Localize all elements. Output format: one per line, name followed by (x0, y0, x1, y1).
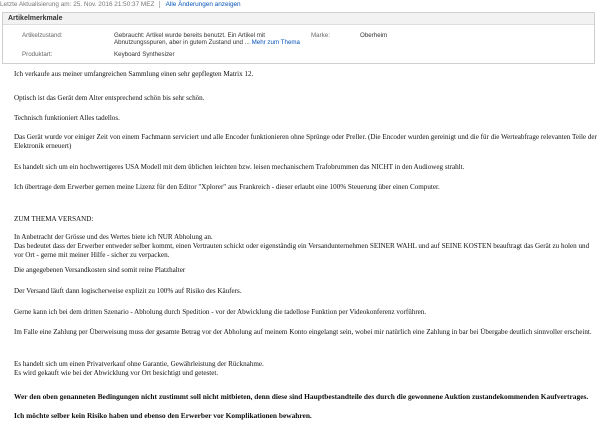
description-paragraph: Es wird gekauft wie bei der Abwicklung vor Ort besichtigt und getestet. (14, 369, 219, 377)
description-paragraph: Das bedeutet dass der Erwerber entweder selber kommt, einen Vertrauten schickt oder eigenständig ein Versandunternehmen SEINER WAHL und auf SEINE KOSTEN beauftragt das Gerät zu holen und vor Ort - gerne mit meiner Hilfe - sicher zu verpacken. (14, 242, 590, 259)
condition-label: Artikelzustand: (22, 32, 63, 39)
more-info-link[interactable]: Mehr zum Thema (251, 39, 300, 47)
brand-value: Oberheim (360, 32, 388, 39)
product-type-value: Keyboard Synthesizer (114, 51, 175, 58)
condition-line-2: Abnutzungsspuren, aber in gutem Zustand und ... (114, 39, 250, 47)
separator (159, 1, 160, 8)
last-update-bar (0, 0, 600, 10)
item-specifics-title: Artikelmerkmale (3, 13, 594, 25)
description-paragraph: Der Versand läuft dann logischerweise explizit zu 100% auf Risiko des Käufers. (14, 287, 242, 295)
description-paragraph: Das Gerät wurde vor einiger Zeit von einem Fachmann serviciert und alle Encoder funktionieren ohne Sprünge oder Preller. (Die Encoder wurden gereinigt und die für die Werteabfrage relevanten Teile der Elektronik erneuert) (14, 133, 597, 150)
description-paragraph: Technisch funktioniert Alles tadellos. (14, 114, 120, 122)
description-paragraph: Die angegebenen Versandkosten sind somit reine Platzhalter (14, 266, 186, 274)
last-update-value: 25. Nov. 2016 21:50:37 MEZ (73, 1, 155, 8)
brand-label: Marke: (311, 32, 330, 39)
description-paragraph: Gerne kann ich bei dem dritten Szenario - Abholung durch Spedition - vor der Abwicklung die tadellose Funktion per Videokonferenz vorführen. (14, 308, 427, 316)
terms-statement: Ich möchte selber kein Risiko haben und ebenso den Erwerber vor Komplikationen bewahren. (14, 411, 312, 420)
description-paragraph: Optisch ist das Gerät dem Alter entsprechend schön bis sehr schön. (14, 94, 205, 102)
last-update-label: Letzte Aktualisierung am: (0, 1, 72, 8)
condition-line-1: Gebraucht: Artikel wurde bereits benutzt. Ein Artikel mit (114, 32, 265, 39)
description-paragraph: Ich verkaufe aus meiner umfangreichen Sammlung einen sehr gepflegten Matrix 12. (14, 70, 254, 78)
condition-value (114, 32, 314, 46)
description-paragraph: Es handelt sich um ein hochwertigeres USA Modell mit dem üblichen leichten bzw. leisen mechanischem Trafobrummen das NICHT in den Audioweg strahlt. (14, 163, 465, 171)
description-paragraph: Im Falle eine Zahlung per Überweisung muss der gesamte Betrag vor der Abholung auf meinem Konto eingelangt sein, wobei mir natürlich eine Zahlung in bar bei Übergabe deutlich sinnvoller erscheint. (14, 328, 592, 336)
shipping-heading: ZUM THEMA VERSAND: (14, 215, 94, 223)
description-paragraph: Es handelt sich um einen Privatverkauf ohne Garantie, Gewährleistung der Rücknahme. (14, 360, 264, 368)
item-specifics-panel (2, 12, 595, 64)
description-paragraph: Ich übertrage dem Erwerber gernen meine Lizenz für den Editor "Xplorer" aus Frankreich - dieser erlaubt eine 100% Steuerung über einen Computer. (14, 183, 440, 191)
product-type-label: Produktart: (22, 51, 53, 58)
terms-statement: Wer den oben genanneten Bedingungen nicht zustimmt soll nicht mitbieten, denn diese sind Hauptbestandteile des durch die gewonnene Auktion zustandekommenden Kaufvertrages. (14, 392, 589, 401)
description-paragraph: In Anbetracht der Grösse und des Wertes biete ich NUR Abholung an. (14, 233, 213, 241)
show-all-changes-link[interactable]: Alle Änderungen anzeigen (165, 1, 241, 8)
